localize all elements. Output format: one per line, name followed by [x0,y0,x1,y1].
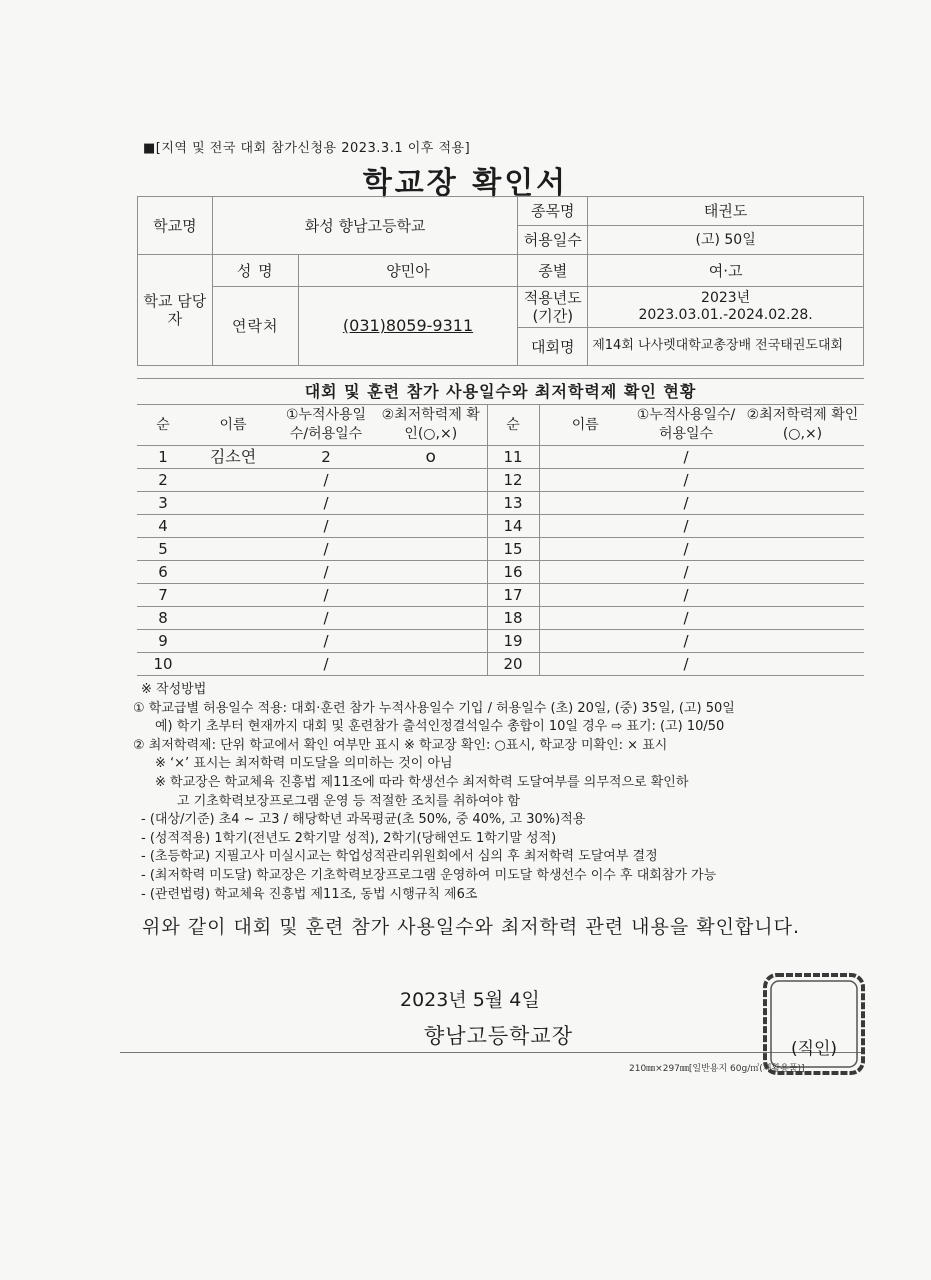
row-no: 17 [487,584,539,607]
row-days: / [277,469,375,492]
note-1b: 예) 학기 초부터 현재까지 대회 및 훈련참가 출석인정결석일수 총합이 10일 경우 ⇨ 표기: (고) 10/50 [155,719,725,735]
row-academic-check [741,584,864,607]
row-academic-check [741,561,864,584]
row-name [189,469,277,492]
row-academic-check [741,492,864,515]
row-name [189,492,277,515]
school-info-table [137,196,864,366]
note-1a: ① 학교급별 허용일수 적용: 대회·훈련 참가 누적사용일수 기입 / 허용일수 (초) 20일, (중) 35일, (고) 50일 [133,700,735,716]
row-days: / [631,607,741,630]
row-academic-check [741,515,864,538]
row-name [189,630,277,653]
row-name [539,653,631,676]
note-2a: ② 최저학력제: 단위 학교에서 확인 여부만 표시 ※ 학교장 확인: ○표시, 학교장 미확인: × 표시 [133,737,668,753]
row-name [189,607,277,630]
seal-mark-text: (직인) [790,1039,838,1059]
usage-row [137,446,864,469]
row-days: / [277,630,375,653]
note-2b: ※ ‘×’ 표시는 최저학력 미도달을 의미하는 것이 아님 [155,756,453,772]
row-days: / [631,653,741,676]
usage-row [137,630,864,653]
row-days: / [631,492,741,515]
row-name [539,492,631,515]
detail-2: - (성적적용) 1학기(전년도 2학기말 성적), 2학기(당해연도 1학기말 성적) [141,830,557,846]
row-no: 1 [137,446,189,469]
row-no: 20 [487,653,539,676]
usage-row [137,469,864,492]
contact-value: (031)8059-9311 [342,316,474,336]
row-academic-check [375,630,487,653]
usage-header-row [137,405,864,446]
name-value: 양민아 [298,255,518,287]
row-name [539,630,631,653]
row-no: 11 [487,446,539,469]
usage-table-body [137,405,864,676]
row-academic-check [741,653,864,676]
usage-section-title: 대회 및 훈련 참가 사용일수와 최저학력제 확인 현황 [137,378,864,405]
sport-value: 태권도 [588,197,864,226]
detail-5: - (관련법령) 학교체육 진흥법 제11조, 동법 시행규칙 제6조 [141,886,478,902]
row-days: / [631,538,741,561]
header-no-2: 순 [487,405,539,446]
row-academic-check [375,653,487,676]
row-no: 7 [137,584,189,607]
header-days-2: ①누적사용일수/허용일수 [631,405,741,446]
row-name [189,653,277,676]
sport-label: 종목명 [518,197,588,226]
row-days: / [631,630,741,653]
header-academic-2: ②최저학력제 확인(○,×) [741,405,864,446]
form-usage-tag: ■[지역 및 전국 대회 참가신청용 2023.3.1 이후 적용] [143,141,471,156]
row-academic-check [375,538,487,561]
row-academic-check [741,630,864,653]
row-no: 13 [487,492,539,515]
allowed-days-label: 허용일수 [518,226,588,255]
category-value: 여·고 [588,255,864,287]
issue-date: 2023년 5월 4일 [400,989,540,1011]
row-days: / [277,515,375,538]
name-label: 성 명 [212,255,298,287]
row-days: / [277,607,375,630]
row-days: / [277,584,375,607]
row-name [189,538,277,561]
row-academic-check [375,561,487,584]
row-days: / [631,515,741,538]
header-name: 이름 [189,405,277,446]
note-2d: 고 기초학력보장프로그램 운영 등 적절한 조치를 취하여야 함 [177,793,520,809]
detail-1: - (대상/기준) 초4 ~ 고3 / 해당학년 과목평균(초 50%, 중 40%, 고 30%)적용 [141,812,586,828]
row-no: 15 [487,538,539,561]
paper-spec-footer: 210㎜×297㎜[일반용지 60g/㎡(재활용품)] [629,1064,805,1074]
writing-guide [133,681,868,904]
notes-title: ※ 작성방법 [141,682,207,697]
row-no: 12 [487,469,539,492]
row-days: / [277,538,375,561]
row-academic-check [375,584,487,607]
row-days: / [277,561,375,584]
row-days: / [631,584,741,607]
row-no: 6 [137,561,189,584]
row-no: 4 [137,515,189,538]
row-no: 14 [487,515,539,538]
row-no: 8 [137,607,189,630]
row-name [539,607,631,630]
detail-3: - (초등학교) 지필고사 미실시교는 학업성적관리위원회에서 심의 후 최저학력 도달여부 결정 [141,849,658,865]
category-label: 종별 [518,255,588,287]
usage-row [137,561,864,584]
contest-value: 제14회 나사렛대학교총장배 전국태권도대회 [588,328,864,366]
row-academic-check [741,469,864,492]
header-academic: ②최저학력제 확인(○,×) [375,405,487,446]
usage-row [137,584,864,607]
manager-label: 학교 담당자 [138,255,213,366]
row-academic-check [741,446,864,469]
row-name [189,561,277,584]
row-days: / [631,446,741,469]
principal-signature: 향남고등학교장 [424,1024,574,1048]
usage-table [137,404,864,676]
row-days: / [631,469,741,492]
header-name-2: 이름 [539,405,631,446]
note-2c: ※ 학교장은 학교체육 진흥법 제11조에 따라 학생선수 최저학력 도달여부를 의무적으로 확인하 [155,774,689,790]
row-no: 5 [137,538,189,561]
row-days: / [277,653,375,676]
row-no: 10 [137,653,189,676]
row-days: / [631,561,741,584]
confirmation-statement: 위와 같이 대회 및 훈련 참가 사용일수와 최저학력 관련 내용을 확인합니다. [142,916,801,938]
row-name [539,584,631,607]
row-no: 2 [137,469,189,492]
row-no: 3 [137,492,189,515]
contact-cell [298,287,518,366]
row-no: 9 [137,630,189,653]
allowed-days-value: (고) 50일 [588,226,864,255]
row-name [189,515,277,538]
row-days: / [277,492,375,515]
row-name [539,515,631,538]
row-name: 김소연 [189,446,277,469]
usage-row [137,538,864,561]
year-label: 적용년도 (기간) [518,287,588,328]
contact-label: 연락처 [212,287,298,366]
row-name [539,446,631,469]
school-name-label: 학교명 [138,197,213,255]
school-name-value: 화성 향남고등학교 [212,197,518,255]
row-name [539,561,631,584]
year-value: 2023년 [701,290,751,307]
usage-row [137,653,864,676]
row-academic-check [375,515,487,538]
year-cell [588,287,864,328]
header-days: ①누적사용일수/허용일수 [277,405,375,446]
row-name [539,538,631,561]
row-academic-check [375,469,487,492]
period-value: 2023.03.01.-2024.02.28. [638,307,813,323]
row-no: 19 [487,630,539,653]
row-name [539,469,631,492]
row-academic-check [741,607,864,630]
row-academic-check [375,492,487,515]
usage-row [137,515,864,538]
row-academic-check: o [375,446,487,469]
row-name [189,584,277,607]
header-no: 순 [137,405,189,446]
usage-row [137,492,864,515]
row-no: 16 [487,561,539,584]
document-title: 학교장 확인서 [362,166,569,201]
contest-label: 대회명 [518,328,588,366]
row-academic-check [375,607,487,630]
usage-row [137,607,864,630]
row-days: 2 [277,446,375,469]
detail-4: - (최저학력 미도달) 학교장은 기초학력보장프로그램 운영하여 미도달 학생선수 이수 후 대회참가 가능 [141,867,717,883]
signature-line [120,1052,865,1053]
row-no: 18 [487,607,539,630]
row-academic-check [741,538,864,561]
